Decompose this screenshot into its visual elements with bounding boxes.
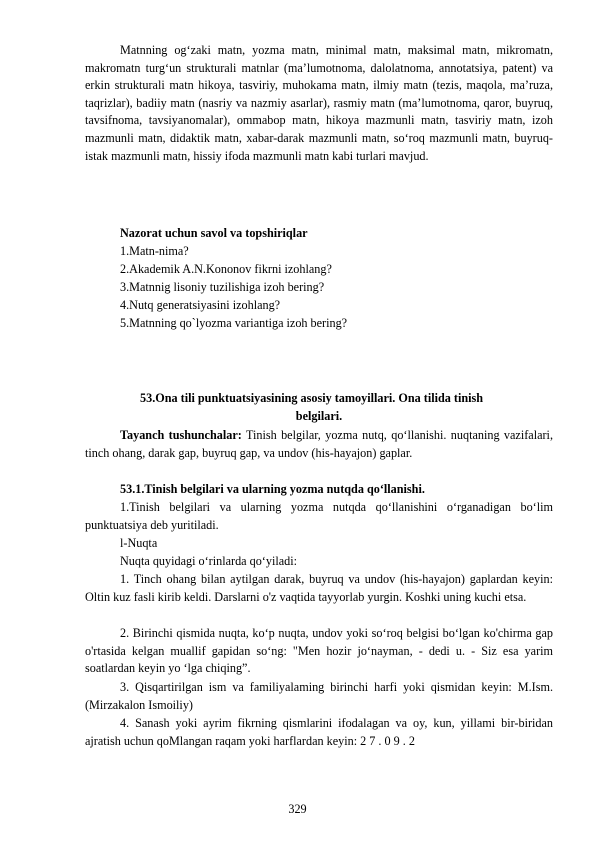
paragraph: 4. Sanash yoki ayrim fikrning qismlarini ifodalagan va oy, kun, yillami bir-biridan ajratish uchun qoMlangan raqam yoki harflardan keyin: 2 7 . 0 9 . 2 <box>85 716 553 748</box>
subsection-title: 53.1.Tinish belgilari va ularning yozma nutqda qo‘llanishi. <box>120 482 425 496</box>
paragraph: 1.Tinish belgilari va ularning yozma nutqda qo‘llanishini o‘rganadigan bo‘lim punktuatsiya deb yuritiladi. <box>85 500 553 532</box>
question-item: 5.Matnning qo`lyozma variantiga izoh bering? <box>120 316 348 330</box>
question-item: 1.Matn-nima? <box>120 244 189 258</box>
paragraph: l-Nuqta <box>120 536 158 550</box>
page-number: 329 <box>288 802 307 816</box>
paragraph: Nuqta quyidagi o‘rinlarda qo‘yiladi: <box>120 554 298 568</box>
questions-title: Nazorat uchun savol va topshiriqlar <box>120 226 308 240</box>
key-concepts-label: Tayanch tushunchalar: <box>120 428 242 442</box>
section-title-continued: belgilari. <box>295 409 343 423</box>
paragraph: 2. Birinchi qismida nuqta, ko‘p nuqta, undov yoki so‘roq belgisi bo‘lgan ko'chirma gap o'rtasida kelgan muallif gapidan so‘ng: "Men hozir jo‘nayman, - dedi u. - Siz esa yarim soatlardan keyin yo ‘lga chiqing”. <box>85 626 553 676</box>
section-title: 53.Ona tili punktuatsiyasining asosiy tamoyillari. Ona tilida tinish <box>140 391 484 405</box>
paragraph: 3. Qisqartirilgan ism va familiyalaming birinchi harfi yoki qismidan keyin: M.Ism. (Mirzakalon Ismoiliy) <box>85 680 553 712</box>
key-concepts <box>85 427 553 462</box>
question-item: 4.Nutq generatsiyasini izohlang? <box>120 298 281 312</box>
paragraph: 1. Tinch ohang bilan aytilgan darak, buyruq va undov (his-hayajon) gaplardan keyin: Oltin kuz fasli kirib keldi. Darslarni o'z vaqtida tayyorlab yurgin. Koshki uning kuchi etsa. <box>85 572 553 604</box>
intro-paragraph: Matnning og‘zaki matn, yozma matn, minimal matn, maksimal matn, mikromatn, makromatn turg‘un strukturali matnlar (ma’lumotnoma, dalolatnoma, annotatsiya, patent) va erkin strukturali matn hikoya, tasviriy, muhokama matn, ilmiy matn (tezis, maqola, ma’ruza, taqrizlar), badiiy matn (nasriy va nazmiy asarlar), rasmiy matn (ma’lumotnoma, qaror, buyruq, tavsifnoma, tavsiyanomalar), ommabop matn, hikoya mazmunli matn, tasviriy matn, izoh mazmunli matn, didaktik matn, xabar-darak mazmunli matn, so‘roq mazmunli matn, buyruq-istak mazmunli matn, hissiy ifoda mazmunli matn kabi turlari mavjud. <box>85 43 553 163</box>
question-item: 2.Akademik A.N.Kononov fikrni izohlang? <box>120 262 332 276</box>
question-item: 3.Matnnig lisoniy tuzilishiga izoh bering? <box>120 280 325 294</box>
key-concepts-text: Tinish belgilar, yozma nutq, qo‘llanishi. nuqtaning vazifalari, tinch ohang, darak gap, buyruq gap, va undov (his-hayajon) gaplar. <box>85 428 553 460</box>
